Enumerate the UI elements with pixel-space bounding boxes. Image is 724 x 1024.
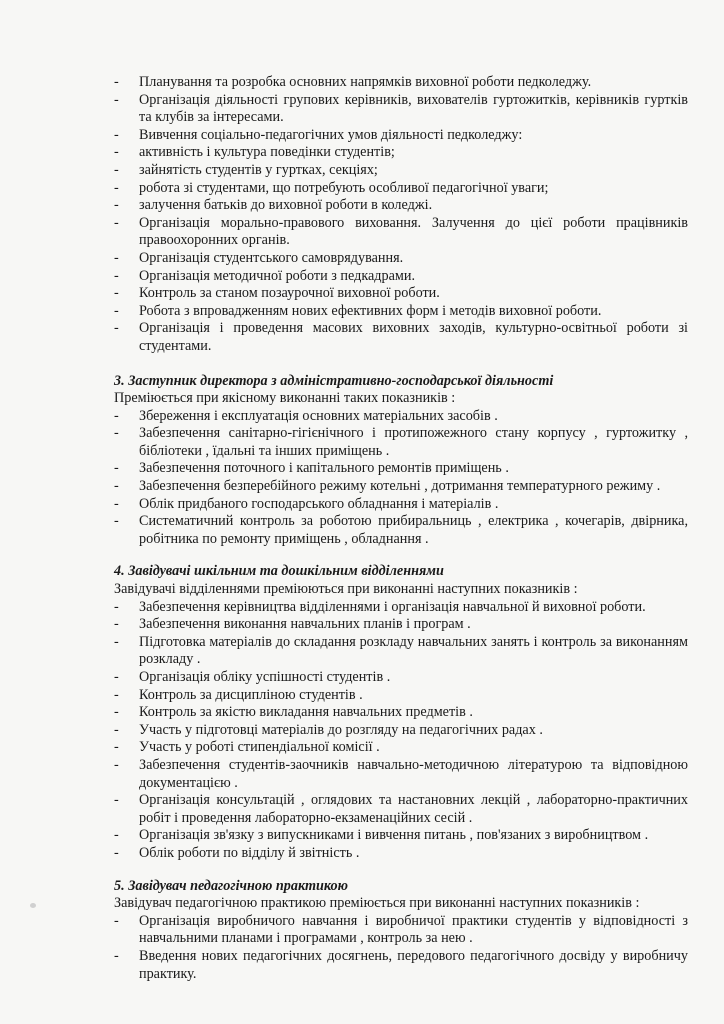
list-item: - Забезпечення виконання навчальних планів і програм . <box>114 616 688 634</box>
section-intro: Завідувач педагогічною практикою преміюється при виконанні наступних показників : <box>114 895 640 912</box>
section-3 <box>114 373 688 549</box>
list-item: - Контроль за дисципліною студентів . <box>114 687 688 705</box>
list-item: - Введення нових педагогічних досягнень, передового педагогічного досвіду у виробничу практику. <box>114 948 688 983</box>
list-item: - Участь у підготовці матеріалів до розгляду на педагогічних радах . <box>114 722 688 740</box>
list-item: - Збереження і експлуатація основних матеріальних засобів . <box>114 408 688 426</box>
top-list <box>114 74 688 356</box>
list-item: - Організація методичної роботи з педкадрами. <box>114 268 688 286</box>
list-item: - Забезпечення керівництва відділеннями і організація навчальної й виховної роботи. <box>114 599 688 617</box>
list-item: - Організація діяльності групових керівників, вихователів гуртожитків, керівників гуртків та клубів за інтересами. <box>114 92 688 127</box>
list-item: - зайнятість студентів у гуртках, секціях; <box>114 162 688 180</box>
list-item: - Участь у роботі стипендіальної комісії . <box>114 739 688 757</box>
list-item: - Робота з впровадженням нових ефективних форм і методів виховної роботи. <box>114 303 688 321</box>
list-item: - Контроль за станом позаурочної виховної роботи. <box>114 285 688 303</box>
section-list <box>114 599 688 863</box>
list-item: - Організація морально-правового виховання. Залучення до цієї роботи працівників правоохоронних органів. <box>114 215 688 250</box>
list-item: - Підготовка матеріалів до складання розкладу навчальних занять і контроль за виконанням розкладу . <box>114 634 688 669</box>
list-item: - Організація студентського самоврядування. <box>114 250 688 268</box>
list-item: - Організація і проведення масових виховних заходів, культурно-освітньої роботи зі студентами. <box>114 320 688 355</box>
list-item: - Контроль за якістю викладання навчальних предметів . <box>114 704 688 722</box>
list-item: - Забезпечення безперебійного режиму котельні , дотримання температурного режиму . <box>114 478 688 496</box>
list-item: - Забезпечення санітарно-гігієнічного і протипожежного стану корпусу , гуртожитку , бібліотеки , їдальні та інших приміщень . <box>114 425 688 460</box>
list-item: - Забезпечення поточного і капітального ремонтів приміщень . <box>114 460 688 478</box>
list-item: - залучення батьків до виховної роботи в коледжі. <box>114 197 688 215</box>
section-5 <box>114 878 688 984</box>
section-intro: Завідувачі відділеннями преміюються при виконанні наступних показників : <box>114 581 578 598</box>
list-item: - Організація зв'язку з випускниками і вивчення питань , пов'язаних з виробництвом . <box>114 827 688 845</box>
scan-speck <box>30 903 36 908</box>
list-item: - Облік придбаного господарського обладнання і матеріалів . <box>114 496 688 514</box>
section-title: 3. Заступник директора з адміністративно-господарської діяльності <box>114 372 554 389</box>
section-list <box>114 408 688 549</box>
section-4 <box>114 563 688 862</box>
section-intro: Преміюється при якісному виконанні таких показників : <box>114 390 456 407</box>
list-item: - Організація виробничого навчання і виробничої практики студентів у відповідності з навчальними планами і програмами , контроль за нею . <box>114 913 688 948</box>
list-item: - Облік роботи по відділу й звітність . <box>114 845 688 863</box>
section-list <box>114 913 688 983</box>
section-title: 4. Завідувачі шкільним та дошкільним відділеннями <box>114 563 444 580</box>
section-title: 5. Завідувач педагогічною практикою <box>114 877 348 894</box>
list-item: - Планування та розробка основних напрямків виховної роботи педколеджу. <box>114 74 688 92</box>
list-item: - Забезпечення студентів-заочників навчально-методичною літературою та відповідною документацією . <box>114 757 688 792</box>
list-item: - Організація обліку успішності студентів . <box>114 669 688 687</box>
list-item: - активність і культура поведінки студентів; <box>114 144 688 162</box>
list-item: - Організація консультацій , оглядових та настановних лекцій , лабораторно-практичних робіт і проведення лабораторно-екзаменаційних сесій . <box>114 792 688 827</box>
list-item: - Вивчення соціально-педагогічних умов діяльності педколеджу: <box>114 127 688 145</box>
list-item: - Систематичний контроль за роботою прибиральниць , електрика , кочегарів, двірника, робітника по ремонту приміщень , обладнання . <box>114 513 688 548</box>
list-item: - робота зі студентами, що потребують особливої педагогічної уваги; <box>114 180 688 198</box>
